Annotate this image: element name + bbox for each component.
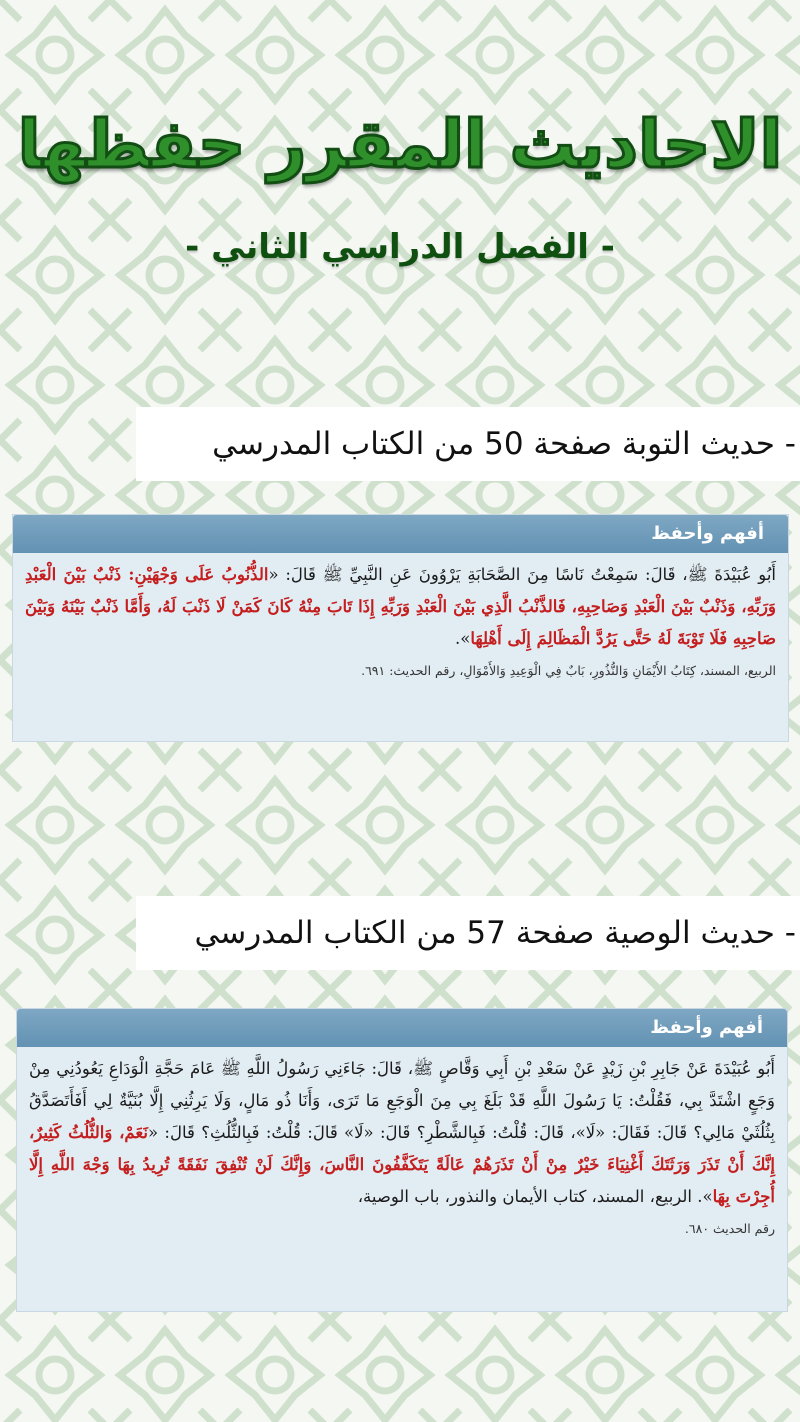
hadith-quote: الذُّنُوبُ عَلَى وَجْهَيْنِ: ذَنْبٌ بَيْنَ الْعَبْدِ وَرَبِّهِ، وَذَنْبٌ بَيْنَ الْعَبْدِ وَصَاحِبِهِ، فَالذَّنْبُ الَّذِي بَيْنَ الْعَبْدِ وَرَبِّهِ إِذَا تَابَ مِنْهُ كَانَ كَمَنْ لَا ذَنْبَ لَهُ، وَأَمَّا ذَنْبٌ بَيْنَهُ وَبَيْنَ صَاحِبِهِ فَلَا تَوْبَةَ لَهُ حَتَّى يَرُدَّ الْمَظَالِمَ إِلَى أَهْلِهَا xyxy=(25,565,776,648)
section-heading-tawba: - حديث التوبة صفحة 50 من الكتاب المدرسي xyxy=(136,407,800,481)
card-header: أفهم وأحفظ xyxy=(13,515,788,553)
page-subtitle: - الفصل الدراسي الثاني - xyxy=(185,227,615,267)
card-header: أفهم وأحفظ xyxy=(17,1009,787,1047)
hadith-narration: أَبُو عُبَيْدَةَ ﷺ، قَالَ: سَمِعْتُ نَاسًا مِنَ الصَّحَابَةِ يَرْوُونَ عَنِ النَّبِيِّ ﷺ قَالَ: « xyxy=(268,565,776,584)
hadith-quote: نَعَمْ، وَالثُّلُثُ كَثِيرٌ، إِنَّكَ أَنْ تَذَرَ وَرَثَتَكَ أَغْنِيَاءَ خَيْرٌ مِنْ أَنْ تَذَرَهُمْ عَالَةً يَتَكَفَّفُونَ النَّاسَ، وَإِنَّكَ لَنْ تُنْفِقَ نَفَقَةً تُرِيدُ بِهَا وَجْهَ اللَّهِ إِلَّا أُجِرْتَ بِهَا xyxy=(29,1123,775,1206)
hadith-source: الربيع، المسند، كِتَابُ الأَيْمَانِ وَالنُّذُورِ، بَابٌ فِي الْوَعِيدِ وَالأَمْوَالِ، رقم الحديث: ٦٩١. xyxy=(361,663,776,678)
hadith-closing: ». الربيع، المسند، كتاب الأيمان والنذور، باب الوصية، xyxy=(357,1187,713,1206)
hadith-card-wasiyya xyxy=(16,1008,788,1312)
hadith-closing: ». xyxy=(455,629,471,648)
hadith-text xyxy=(13,553,788,655)
hadith-text xyxy=(17,1047,787,1213)
hadith-source: رقم الحديث ٦٨٠. xyxy=(684,1221,775,1236)
section-heading-wasiyya: - حديث الوصية صفحة 57 من الكتاب المدرسي xyxy=(136,896,800,970)
page-title: الاحاديث المقرر حفظها xyxy=(17,106,783,183)
hadith-narration: أَبُو عُبَيْدَةَ عَنْ جَابِرِ بْنِ زَيْدٍ عَنْ سَعْدِ بْنِ أَبِي وَقَّاصٍ ﷺ، قَالَ: جَاءَنِي رَسُولُ اللَّهِ ﷺ عَامَ حَجَّةِ الْوَدَاعِ يَعُودُنِي مِنْ وَجَعٍ اشْتَدَّ بِي، فَقُلْتُ: يَا رَسُولَ اللَّهِ قَدْ بَلَغَ بِي مِنَ الْوَجَعِ مَا تَرَى، وَأَنَا ذُو مَالٍ، وَلَا يَرِثُنِي إِلَّا بُنَيَّةٌ لِي أَفَأَتَصَدَّقُ بِثُلُثَيْ مَالِي؟ قَالَ: فَقَالَ: «لَا»، قَالَ: قُلْتُ: فَبِالشَّطْرِ؟ قَالَ: «لَا» قَالَ: قُلْتُ: فَبِالثُّلُثِ؟ قَالَ: « xyxy=(29,1059,775,1142)
hadith-card-tawba xyxy=(12,514,789,742)
